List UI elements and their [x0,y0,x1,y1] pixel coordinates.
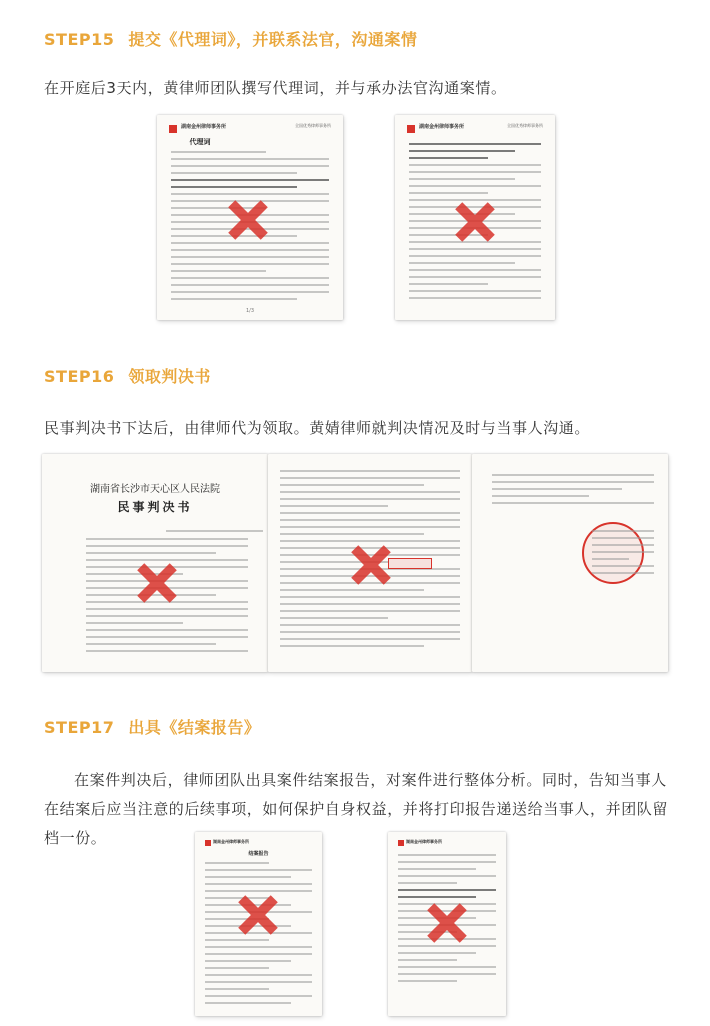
doc-title: 结案报告 [248,851,269,857]
agent-statement-page-2 [395,115,555,320]
step16-title: 领取判决书 [128,367,211,386]
firm-tag: 全国优秀律师事务所 [295,123,331,128]
signature-block [592,530,654,579]
step15-number: STEP15 [44,30,115,49]
court-name: 湖南省长沙市天心区人民法院 [90,484,220,495]
firm-logo-icon [398,840,404,846]
step17-heading [44,715,260,738]
step17-number: STEP17 [44,718,115,737]
judgment-page-1 [42,454,268,672]
watermark-cross-icon [422,898,472,948]
firm-name: 湖南金州律师事务所 [213,839,249,844]
step16-heading [44,364,211,387]
closing-report-page-2 [388,832,506,1016]
judgment-type: 民事判决书 [117,500,193,514]
doc-text-block [492,474,654,509]
step15-paragraph: 在开庭后3天内，黄律师团队撰写代理词，并与承办法官沟通案情。 [44,79,507,97]
watermark-cross-icon [223,195,273,245]
step17-paragraph: 在案件判决后，律师团队出具案件结案报告，对案件进行整体分析。同时，告知当事人在结案后应当注意的后续事项，如何保护自身权益，并将打印报告递送给当事人，并团队留档一份。 [44,771,669,847]
firm-logo-icon [205,840,211,846]
doc-title: 代理词 [189,138,211,146]
judgment-page-2 [268,454,472,672]
watermark-cross-icon [450,197,500,247]
step16-number: STEP16 [44,367,115,386]
firm-name: 湖南金州律师事务所 [181,124,227,130]
closing-report-page-1 [195,832,322,1016]
stamp-mark-icon [388,558,432,569]
step15-title: 提交《代理词》，并联系法官，沟通案情 [128,30,418,49]
watermark-cross-icon [132,558,182,608]
agent-statement-page-1 [157,115,343,320]
judgment-page-3 [472,454,668,672]
firm-tag: 全国优秀律师事务所 [507,123,543,128]
firm-name: 湖南金州律师事务所 [406,839,442,844]
step15-heading [44,27,417,50]
step16-paragraph: 民事判决书下达后，由律师代为领取。黄婧律师就判决情况及时与当事人沟通。 [44,419,591,437]
page-number: 1/3 [245,308,255,314]
watermark-cross-icon [233,890,283,940]
step17-title: 出具《结案报告》 [128,718,261,737]
firm-name: 湖南金州律师事务所 [419,124,465,130]
firm-logo-icon [407,125,415,133]
firm-logo-icon [169,125,177,133]
